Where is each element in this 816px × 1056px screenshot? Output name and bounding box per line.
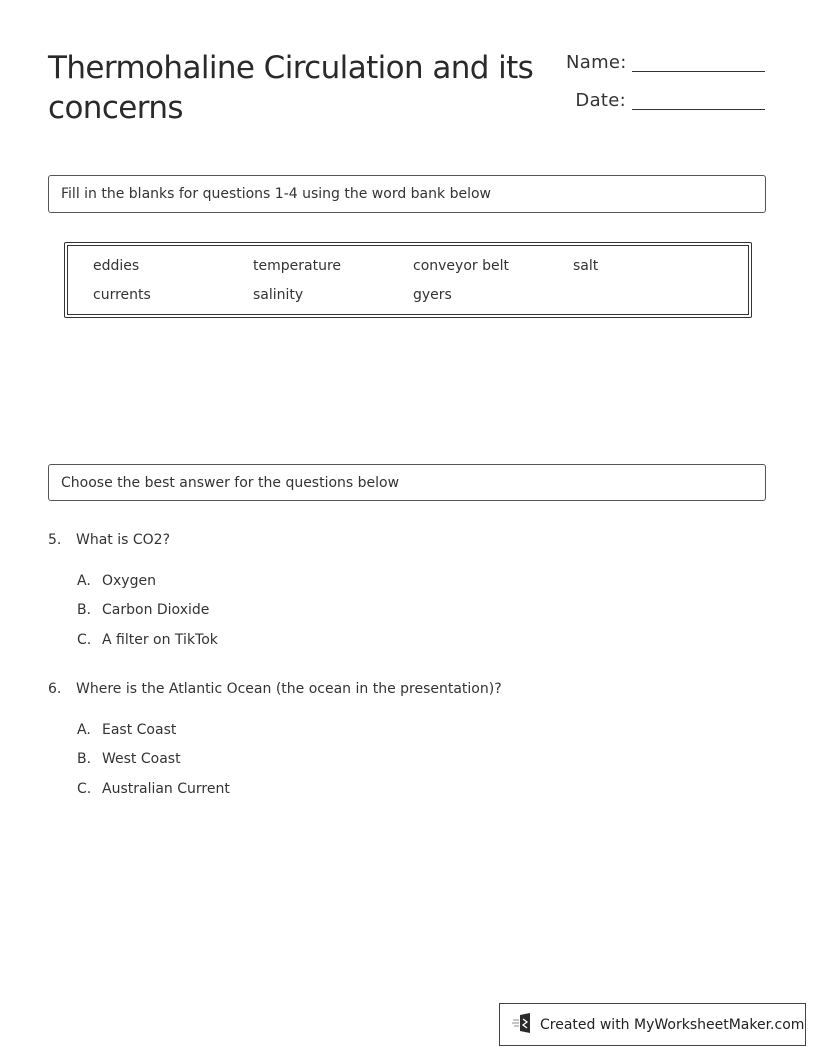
- option-letter: C.: [77, 632, 92, 648]
- date-field: [566, 90, 765, 111]
- name-blank-line[interactable]: [632, 70, 765, 72]
- question-number: 6.: [48, 681, 62, 697]
- word-bank-item: salinity: [253, 287, 304, 303]
- word-bank-item: temperature: [253, 258, 341, 274]
- instruction-box-fill-in: [48, 175, 766, 213]
- option-text: Carbon Dioxide: [102, 602, 210, 618]
- option-text: West Coast: [102, 751, 181, 767]
- word-bank-item: salt: [573, 258, 599, 274]
- word-bank-item: eddies: [93, 258, 140, 274]
- footer-text: Created with MyWorksheetMaker.com: [540, 1016, 805, 1033]
- worksheet-logo-icon: [512, 1012, 534, 1038]
- name-field: [566, 52, 765, 73]
- option-letter: A.: [77, 573, 91, 589]
- word-bank-item: gyers: [413, 287, 452, 303]
- date-label: Date:: [575, 90, 626, 111]
- option-text: Australian Current: [102, 781, 230, 797]
- instruction-text: Fill in the blanks for questions 1-4 using the word bank below: [61, 186, 491, 202]
- word-bank: [64, 242, 752, 318]
- option-text: East Coast: [102, 722, 177, 738]
- question-text: What is CO2?: [76, 532, 171, 548]
- name-label: Name:: [566, 52, 627, 73]
- instruction-box-multiple-choice: [48, 464, 766, 501]
- question-text: Where is the Atlantic Ocean (the ocean in the presentation)?: [76, 681, 502, 697]
- question-number: 5.: [48, 532, 62, 548]
- option-text: A filter on TikTok: [102, 632, 218, 648]
- date-blank-line[interactable]: [632, 108, 765, 110]
- page-title: Thermohaline Circulation and its concerns: [48, 50, 534, 126]
- option-letter: B.: [77, 751, 92, 767]
- word-bank-item: currents: [93, 287, 151, 303]
- option-letter: A.: [77, 722, 91, 738]
- word-bank-item: conveyor belt: [413, 258, 509, 274]
- option-letter: C.: [77, 781, 92, 797]
- footer-badge[interactable]: [499, 1003, 806, 1046]
- instruction-text: Choose the best answer for the questions below: [61, 474, 400, 491]
- option-letter: B.: [77, 602, 92, 618]
- option-text: Oxygen: [102, 573, 156, 589]
